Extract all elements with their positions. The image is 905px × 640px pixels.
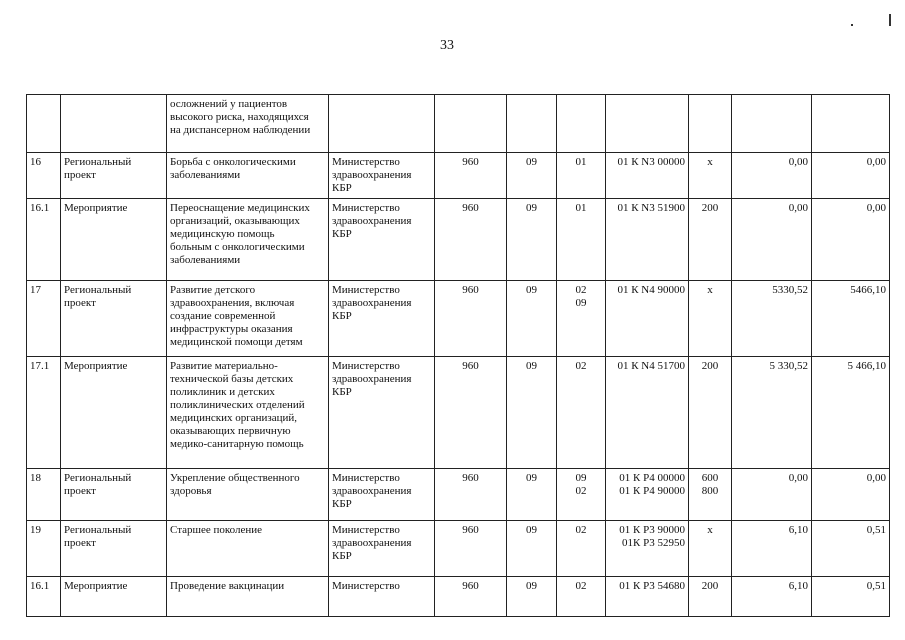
row-ministry — [329, 95, 435, 153]
row-expense-type: 600 800 — [689, 469, 732, 521]
table-row — [27, 281, 890, 357]
row-subsection: 02 — [557, 357, 606, 469]
row-type: Мероприятие — [61, 577, 167, 617]
row-number: 19 — [27, 521, 61, 577]
row-expense-type: 200 — [689, 577, 732, 617]
row-code: 960 — [435, 357, 507, 469]
budget-table — [26, 94, 890, 617]
row-expense-type: х — [689, 281, 732, 357]
row-ministry: Министерство здравоохранения КБР — [329, 199, 435, 281]
row-name: осложнений у пациентов высокого риска, находящихся на диспансерном наблюдении — [167, 95, 329, 153]
row-name: Проведение вакцинации — [167, 577, 329, 617]
row-name: Развитие материально- технической базы детских поликлиник и детских поликлинических отделений медицинских организаций, оказывающих первичную медико-санитарную помощь — [167, 357, 329, 469]
row-expense-type: 200 — [689, 199, 732, 281]
row-ministry: Министерство здравоохранения КБР — [329, 469, 435, 521]
row-expense-type: х — [689, 153, 732, 199]
row-sum-2: 0,00 — [812, 199, 890, 281]
row-code: 960 — [435, 521, 507, 577]
row-name: Старшее поколение — [167, 521, 329, 577]
row-sum-1: 0,00 — [732, 469, 812, 521]
row-number: 16 — [27, 153, 61, 199]
row-name: Переоснащение медицинских организаций, оказывающих медицинскую помощь больным с онкологическими заболеваниями — [167, 199, 329, 281]
row-ministry: Министерство здравоохранения КБР — [329, 357, 435, 469]
row-number: 18 — [27, 469, 61, 521]
table-row — [27, 357, 890, 469]
row-number: 17 — [27, 281, 61, 357]
row-subsection — [557, 95, 606, 153]
row-name: Развитие детского здравоохранения, включая создание современной инфраструктуры оказания медицинской помощи детям — [167, 281, 329, 357]
row-number: 16.1 — [27, 199, 61, 281]
row-number: 16.1 — [27, 577, 61, 617]
row-sum-2 — [812, 95, 890, 153]
row-sum-1: 5330,52 — [732, 281, 812, 357]
row-subsection: 01 — [557, 199, 606, 281]
row-ministry: Министерство здравоохранения КБР — [329, 521, 435, 577]
row-code: 960 — [435, 153, 507, 199]
row-name: Укрепление общественного здоровья — [167, 469, 329, 521]
row-target-article: 01 К Р4 00000 01 К Р4 90000 — [606, 469, 689, 521]
row-code: 960 — [435, 199, 507, 281]
row-type: Региональный проект — [61, 153, 167, 199]
table-row — [27, 469, 890, 521]
row-target-article: 01 К N4 51700 — [606, 357, 689, 469]
row-expense-type: 200 — [689, 357, 732, 469]
row-sum-1: 0,00 — [732, 153, 812, 199]
row-section: 09 — [507, 153, 557, 199]
table-row — [27, 153, 890, 199]
row-target-article: 01 К Р3 90000 01К Р3 52950 — [606, 521, 689, 577]
row-section: 09 — [507, 521, 557, 577]
table-row — [27, 199, 890, 281]
row-code: 960 — [435, 469, 507, 521]
row-section: 09 — [507, 577, 557, 617]
row-section: 09 — [507, 281, 557, 357]
row-expense-type: х — [689, 521, 732, 577]
row-sum-1: 6,10 — [732, 577, 812, 617]
row-type: Региональный проект — [61, 281, 167, 357]
row-type: Региональный проект — [61, 521, 167, 577]
row-subsection: 01 — [557, 153, 606, 199]
row-type: Мероприятие — [61, 199, 167, 281]
row-number — [27, 95, 61, 153]
row-section: 09 — [507, 469, 557, 521]
table-row — [27, 521, 890, 577]
row-expense-type — [689, 95, 732, 153]
row-type: Мероприятие — [61, 357, 167, 469]
table-row — [27, 577, 890, 617]
row-target-article: 01 К Р3 54680 — [606, 577, 689, 617]
table-row — [27, 95, 890, 153]
scan-mark — [889, 14, 891, 26]
row-sum-2: 0,51 — [812, 577, 890, 617]
row-sum-1: 6,10 — [732, 521, 812, 577]
row-ministry: Министерство — [329, 577, 435, 617]
row-code — [435, 95, 507, 153]
row-sum-2: 5 466,10 — [812, 357, 890, 469]
row-subsection: 02 — [557, 521, 606, 577]
row-sum-2: 0,00 — [812, 469, 890, 521]
row-sum-2: 5466,10 — [812, 281, 890, 357]
page-number: 33 — [440, 38, 454, 53]
row-subsection: 02 — [557, 577, 606, 617]
row-sum-1: 5 330,52 — [732, 357, 812, 469]
row-type — [61, 95, 167, 153]
row-code: 960 — [435, 281, 507, 357]
row-subsection: 02 09 — [557, 281, 606, 357]
row-sum-2: 0,51 — [812, 521, 890, 577]
row-code: 960 — [435, 577, 507, 617]
row-type: Региональный проект — [61, 469, 167, 521]
row-target-article — [606, 95, 689, 153]
row-subsection: 09 02 — [557, 469, 606, 521]
row-sum-2: 0,00 — [812, 153, 890, 199]
row-section: 09 — [507, 357, 557, 469]
row-name: Борьба с онкологическими заболеваниями — [167, 153, 329, 199]
row-sum-1: 0,00 — [732, 199, 812, 281]
row-target-article: 01 К N3 51900 — [606, 199, 689, 281]
row-section — [507, 95, 557, 153]
row-number: 17.1 — [27, 357, 61, 469]
row-ministry: Министерство здравоохранения КБР — [329, 153, 435, 199]
row-sum-1 — [732, 95, 812, 153]
scan-mark — [851, 24, 853, 26]
row-target-article: 01 К N3 00000 — [606, 153, 689, 199]
row-target-article: 01 К N4 90000 — [606, 281, 689, 357]
row-section: 09 — [507, 199, 557, 281]
row-ministry: Министерство здравоохранения КБР — [329, 281, 435, 357]
